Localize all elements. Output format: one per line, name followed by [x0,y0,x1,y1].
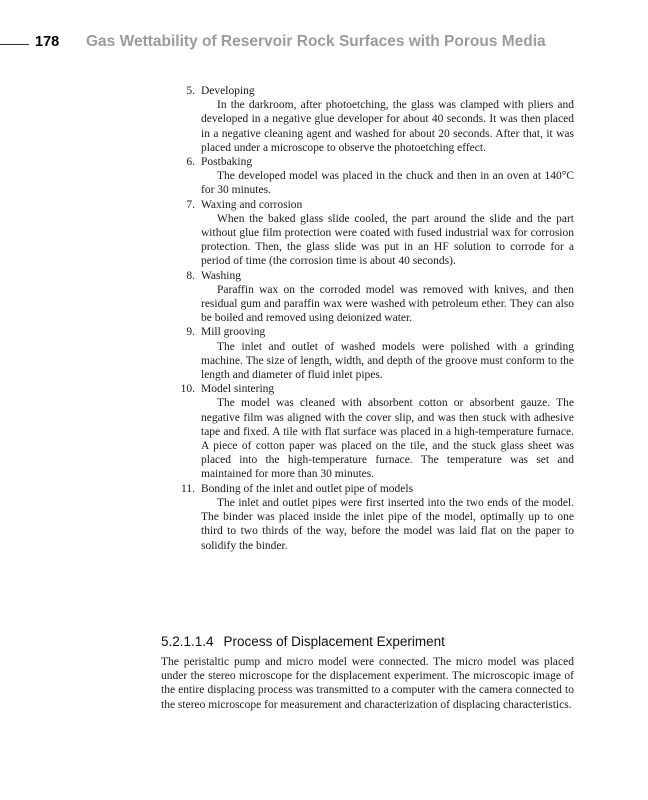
step-number: 8. [186,269,195,282]
step-number: 11. [181,482,195,495]
step-heading [160,84,574,98]
step-title: Washing [201,269,241,282]
step-title: Developing [201,85,255,97]
section-number: 5.2.1.1.4 [161,634,214,649]
step-title: Waxing and corrosion [201,198,303,211]
section-title: Process of Displacement Experiment [223,634,445,649]
step-body: When the baked glass slide cooled, the part around the slide and the part without glue film protection were coated with fused industrial wax for corrosion protection. Then, the glass slide was put in an HF solution to corrode for a period of time (the corrosion time is about 40 seconds). [201,212,574,268]
step-heading [160,482,574,496]
step-title: Mill grooving [201,326,266,339]
running-title: Gas Wettability of Reservoir Rock Surfaces with Porous Media [86,33,546,50]
step-5 [160,84,574,155]
step-heading [160,198,574,212]
step-body: The inlet and outlet pipes were first inserted into the two ends of the model. The binder was placed inside the inlet pipe of the model, optimally up to one third to two thirds of the way, before the model was laid flat on the paper to solidify the binder. [201,496,574,552]
step-heading [160,155,574,169]
step-body: The inlet and outlet of washed models were polished with a grinding machine. The size of length, width, and depth of the groove must conform to the length and diameter of fluid inlet pipes. [201,340,574,382]
step-7 [160,198,574,269]
step-number: 9. [186,326,195,339]
step-11 [160,482,574,553]
page-number: 178 [35,34,60,50]
step-body: In the darkroom, after photoetching, the glass was clamped with pliers and developed in a negative glue developer for about 40 seconds. It was then placed in a negative cleaning agent and washed for about 20 seconds. After that, it was placed under a microscope to observe the photoetching effect. [201,99,574,154]
step-number: 7. [186,198,195,211]
step-9 [160,325,574,382]
step-heading [160,382,574,396]
page-header [0,33,648,55]
step-title: Postbaking [201,156,253,169]
step-body: The developed model was placed in the chuck and then in an oven at 140°C for 30 minutes. [201,170,574,197]
step-body: Paraffin wax on the corroded model was removed with knives, and then residual gum and paraffin wax were washed with petroleum ether. They can also be boiled and removed using deionized water. [201,283,574,325]
step-6 [160,155,574,198]
step-heading [160,269,574,283]
step-8 [160,269,574,326]
step-body: The model was cleaned with absorbent cotton or absorbent gauze. The negative film was aligned with the cover slip, and was then stuck with adhesive tape and fixed. A tile with flat surface was placed in a high-temperature furnace. A piece of cotton paper was placed on the tile, and the stuck glass sheet was placed into the high-temperature furnace. The temperature was set and maintained for more than 30 minutes. [201,397,574,481]
step-heading [160,325,574,339]
section-paragraph: The peristaltic pump and micro model were connected. The micro model was placed under the stereo microscope for the displacement experiment. The microscopic image of the entire displacing process was transmitted to a computer with the camera connected to the stereo microscope for measurement and characterization of displacing characteristics. [161,656,574,711]
procedure-steps-list [160,84,574,553]
step-title: Model sintering [201,383,275,396]
header-rule [0,44,29,45]
step-10 [160,382,574,481]
step-number: 5. [186,85,195,97]
step-title: Bonding of the inlet and outlet pipe of models [201,482,414,495]
section-heading [161,634,445,649]
step-number: 10. [180,383,195,396]
step-number: 6. [186,156,195,169]
